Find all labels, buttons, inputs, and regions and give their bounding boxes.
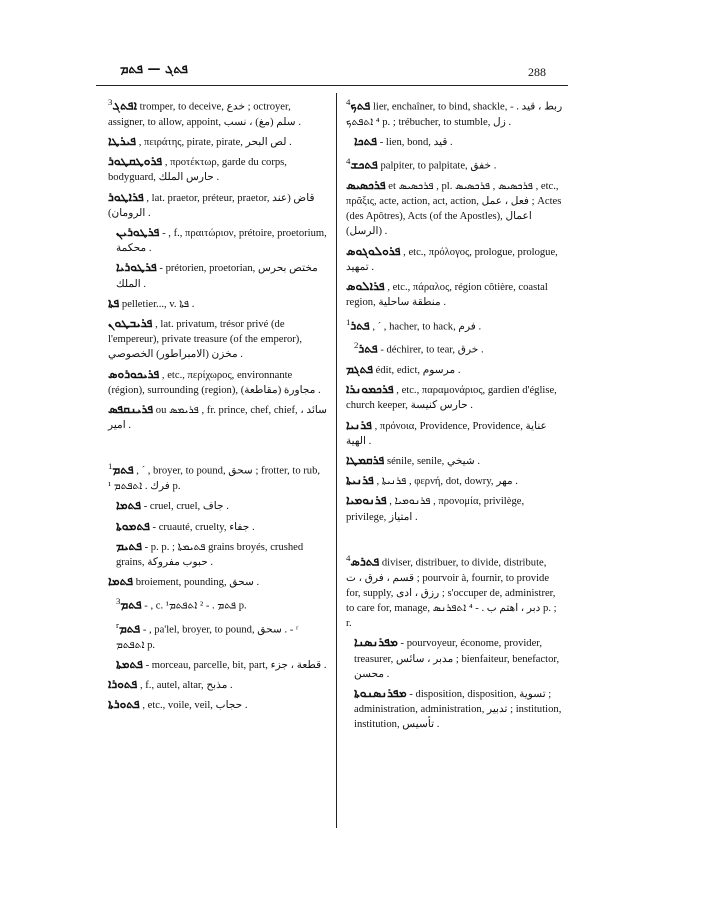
headword: ܦܬܡܬܐ <box>116 657 143 672</box>
dictionary-entry <box>116 657 328 673</box>
headword: ܦܪܛܘܪܝܐ <box>116 260 157 275</box>
dictionary-entry <box>116 594 328 614</box>
dictionary-entry <box>108 134 328 150</box>
definition-text: - , c. ¹ܦܬܡ . - ² ܐܬܦܬܡ p. <box>144 600 247 612</box>
definition-text: tromper, to deceive, خدع ; octroyer, assigner, to allow, appoint, سلم (مغ) ، نسب . <box>108 101 301 128</box>
dictionary-entry <box>108 459 328 494</box>
definition-text: , πρόνοια, Providence, Providence, عناية الهية . <box>346 420 547 447</box>
definition-text: , f., autel, altar, مذبح . <box>139 680 233 692</box>
dictionary-entry <box>108 402 328 433</box>
headword: ܦܬܡܘܬܐ <box>116 518 150 533</box>
dictionary-entry <box>354 338 564 358</box>
headword: ܦܬܪܣ <box>350 554 380 569</box>
headword: ܦܪܐܛܘܪ <box>108 189 144 204</box>
definition-text: , ´ , hacher, to hack, فرم . <box>372 321 482 333</box>
definition-text: , etc., πάραλος, région côtière, coastal region, منطقة ساحلية . <box>346 282 548 309</box>
page-number: 288 <box>528 65 546 79</box>
dictionary-entry <box>346 493 564 524</box>
stem-superscript: 4 <box>346 156 351 167</box>
definition-text: , etc., voile, veil, حجاب . <box>142 700 248 712</box>
headword: ܦܬܝܡ <box>116 538 142 553</box>
definition-text: - p. p. ; ܦܬܝܡܬܐ grains broyés, crushed grains, حبوب مفروكة . <box>116 541 304 568</box>
dictionary-entry <box>108 574 328 590</box>
headword: ܦܪܟܣܝܣ <box>346 177 386 192</box>
dictionary-entry <box>108 677 328 693</box>
definition-text: sénile, senile, شيخي . <box>386 455 481 467</box>
dictionary-entry <box>108 95 328 130</box>
definition-text: lier, enchaîner, to bind, shackle, ربط ، قيد . - ⁴ ܐܬܦܬܟ p. ; trébucher, to stumble, زل . <box>346 101 563 128</box>
headword: ܦܬܡ <box>112 462 134 477</box>
dictionary-entry <box>116 260 328 291</box>
stem-superscript: 1 <box>346 316 351 327</box>
headword: ܦܪܝܟܘܪܘܣ <box>108 366 160 381</box>
headword: ܦܬܡ <box>120 597 142 612</box>
definition-text: palpiter, to palpitate, خفق . <box>380 160 497 172</box>
dictionary-entry <box>116 519 328 535</box>
headword: ܦܬܡܐ <box>108 574 134 589</box>
headword: ܦܪܢܝܐ <box>346 417 372 432</box>
dictionary-entry <box>346 154 564 174</box>
definition-text: , etc., πρόλογος, prologue, prologue, تمهيد . <box>346 246 558 273</box>
headword: ܦܪܐܠܘܣ <box>346 279 385 294</box>
dictionary-entry <box>116 618 328 653</box>
section-gap <box>346 529 564 551</box>
definition-text: - déchirer, to tear, خرق . <box>380 344 484 356</box>
definition-text: , ´ , broyer, to pound, سحق ; frotter, to rub, فرك . ܐܬܦܬܡ ¹ p. <box>108 465 321 493</box>
dictionary-entry <box>108 316 328 363</box>
column-divider <box>336 93 337 828</box>
headword: ܦܪܝܢܩܦܣ <box>108 401 154 416</box>
definition-text: , etc., περίχωρος, environnante (région), surrounding (region), مجاورة (مقاطعة) . <box>108 369 321 396</box>
dictionary-entry <box>116 539 328 570</box>
definition-text: et ܦܪܟܣܝܣ , pl. ܦܪܟܣܝܣ , ܦܪܟܣܝܣ , etc., πρᾶξις, acte, action, act, action, فعل ، عمل ; Actes (des Apôtres), Acts (of the Apostles), اعمال (الرسل) . <box>346 180 562 238</box>
definition-text: , προτέκτωρ, garde du corps, bodyguard, حارس الملك . <box>108 157 287 184</box>
definition-text: , lat. privatum, trésor privé (de l'empereur), private treasure (of the emperor), مخزن (الامبراطور) الخصوصي . <box>108 318 302 361</box>
headword: ܦܝܪܛܐ <box>108 133 137 148</box>
definition-text: broiement, pounding, سحق . <box>135 577 260 589</box>
dictionary-entry <box>354 635 564 682</box>
headword: ܦܬܘܪܬܐ <box>108 697 140 712</box>
dictionary-entry <box>354 134 564 150</box>
headword: ܦܬܪ <box>350 318 370 333</box>
headword: ܦܬܟ <box>350 98 371 113</box>
dictionary-entry <box>108 154 328 185</box>
headword: ܦܪܘܛܩܛܘܪ <box>108 154 163 169</box>
dictionary-entry <box>354 686 564 733</box>
right-column <box>346 95 564 737</box>
header-rule <box>96 85 568 86</box>
definition-text: pelletier..., v. ܦܬܐ . <box>121 298 195 310</box>
stem-superscript: 4 <box>346 552 351 563</box>
left-column <box>108 95 328 718</box>
headword: ܦܬܓܡ <box>346 361 373 376</box>
stem-superscript: r <box>116 620 119 631</box>
headword: ܐܦܬܓ <box>112 98 137 113</box>
stem-superscript: 1 <box>108 461 113 472</box>
dictionary-entry <box>108 296 328 312</box>
headword: ܦܪܢܘܡܝܐ <box>346 493 387 508</box>
headword: ܦܬܡ <box>118 621 141 636</box>
dictionary-entry <box>108 367 328 398</box>
headword: ܦܬܡܐ <box>116 498 142 513</box>
dictionary-entry <box>116 225 328 256</box>
definition-text: , ܦܪܢܝܬܐ , φερνή, dot, dowry, مهر . <box>376 476 518 488</box>
definition-text: , πειράτης, pirate, pirate, لص البحر . <box>138 136 292 148</box>
running-header-left: ܦܬܓ — ܦܬܡ <box>120 62 188 77</box>
dictionary-entry <box>346 178 564 240</box>
definition-text: - morceau, parcelle, bit, part, قطعة ، جزء . <box>145 660 327 672</box>
definition-text: , ܦܪܢܘܡܝܐ , προνομία, privilège, privilege, امتياز . <box>346 496 525 523</box>
headword: ܦܪܩܡܛܐ <box>346 452 385 467</box>
headword: ܦܬܟܐ <box>354 133 378 148</box>
dictionary-entry <box>346 95 564 130</box>
dictionary-entry <box>346 453 564 469</box>
dictionary-entry <box>346 315 564 335</box>
dictionary-entry <box>346 473 564 489</box>
dictionary-entry <box>108 190 328 221</box>
dictionary-entry <box>116 498 328 514</box>
definition-text: ou ܦܪܝܡܣ , fr. prince, chef, chief, سائد ، امير . <box>108 404 328 432</box>
headword: ܦܪܘܠܘܓܘܣ <box>346 243 401 258</box>
stem-superscript: 3 <box>108 97 113 107</box>
definition-text: , etc., παραμονάριος, gardien d'église, church keeper, حارس كنيسة . <box>346 385 557 412</box>
headword: ܦܪܝܒܛܘܢ <box>108 315 153 330</box>
definition-text: diviser, distribuer, to divide, distribute, قسم ، فرق ، ت ; pourvoir à, fournir, to provide for, supply, رزق ، ادى ; s'occuper de, administrer, to care for, manage, دبر ، اهتم ب . - ⁴ ܐܬܦܪܢܣ p. ; r. <box>346 557 557 630</box>
dictionary-entry <box>346 362 564 378</box>
definition-text: - cruel, cruel, جاف . <box>143 501 229 513</box>
section-gap <box>108 437 328 459</box>
definition-text: - prétorien, proetorian, مختص بحرس الملك . <box>116 263 318 290</box>
headword: ܡܦܪܢܣܢܐ <box>354 635 398 650</box>
headword: ܦܬܟܫ <box>350 157 378 172</box>
definition-text: - , f., πραιτώριον, prétoire, proetorium, محكمة . <box>116 227 327 255</box>
stem-superscript: 3 <box>116 596 121 607</box>
dictionary-entry <box>108 697 328 713</box>
headword: ܦܬܐ <box>108 295 120 310</box>
dictionary-entry <box>346 551 564 632</box>
dictionary-entry <box>346 279 564 310</box>
definition-text: - cruauté, cruelty, جفاء . <box>152 521 255 533</box>
headword: ܦܬܪ <box>358 341 378 356</box>
dictionary-entry <box>346 418 564 449</box>
definition-text: - disposition, disposition, تسوية ; administration, administration, تدبير ; institution, institution, تأسيس . <box>354 688 562 731</box>
definition-text: , lat. praetor, préteur, praetor, قاض (عند الرومان) . <box>108 192 315 219</box>
headword: ܦܪܛܘܪܝܢ <box>116 224 160 239</box>
headword: ܡܦܪܢܣܢܘܬܐ <box>354 685 407 700</box>
headword: ܦܬܘܪܐ <box>108 677 138 692</box>
dictionary-entry <box>346 382 564 413</box>
definition-text: - , pa'lel, broyer, to pound, سحق . - ʳ ܐܬܦܬܡ p. <box>116 624 299 651</box>
stem-superscript: 2 <box>354 340 359 351</box>
headword: ܦܪܢܝܬܐ <box>346 473 374 488</box>
definition-text: - pourvoyeur, économe, provider, treasurer, مدبر ، سائس ; bienfaiteur, benefactor, محسن . <box>354 638 560 680</box>
definition-text: - lien, bond, قيد . <box>379 136 453 148</box>
stem-superscript: 4 <box>346 97 351 107</box>
dictionary-entry <box>346 244 564 275</box>
headword: ܦܪܟܡܘܢܪܐ <box>346 382 394 397</box>
definition-text: édit, edict, مرسوم . <box>375 364 461 376</box>
